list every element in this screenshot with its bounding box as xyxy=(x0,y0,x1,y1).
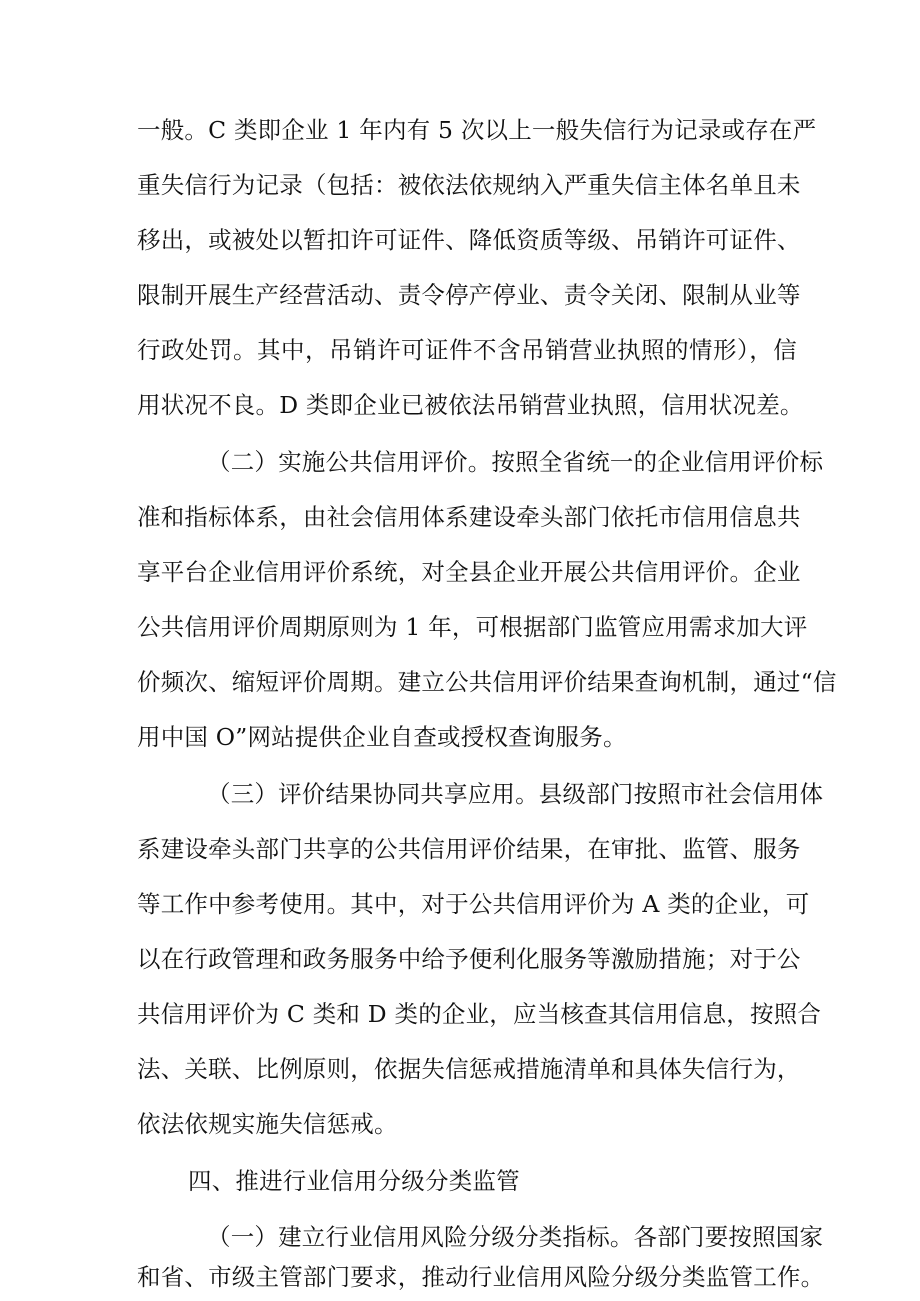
section-heading: 四、推进行业信用分级分类监管 xyxy=(188,1167,520,1195)
text-line: 移出，或被处以暂扣许可证件、降低资质等级、吊销许可证件、 xyxy=(137,226,801,254)
text-line: 和省、市级主管部门要求，推动行业信用风险分级分类监管工作。 xyxy=(137,1263,825,1291)
text-line: 一般。C 类即企业 1 年内有 5 次以上一般失信行为记录或存在严 xyxy=(137,116,817,144)
text-line: 用中国 O”网站提供企业自查或授权查询服务。 xyxy=(137,723,627,751)
paragraph-start: （三）评价结果协同共享应用。县级部门按照市社会信用体 xyxy=(207,780,824,808)
text-line: 法、关联、比例原则，依据失信惩戒措施清单和具体失信行为， xyxy=(137,1055,801,1083)
text-line: 共信用评价为 C 类和 D 类的企业，应当核查其信用信息，按照合 xyxy=(137,1000,822,1028)
text-line: 公共信用评价周期原则为 1 年，可根据部门监管应用需求加大评 xyxy=(137,613,808,641)
text-line: 价频次、缩短评价周期。建立公共信用评价结果查询机制，通过“信 xyxy=(137,668,837,696)
text-line: 重失信行为记录（包括：被依法依规纳入严重失信主体名单且未 xyxy=(137,171,801,199)
text-line: 依法依规实施失信惩戒。 xyxy=(137,1110,398,1138)
text-line: 以在行政管理和政务服务中给予便利化服务等激励措施；对于公 xyxy=(137,945,801,973)
text-line: 限制开展生产经营活动、责令停产停业、责令关闭、限制从业等 xyxy=(137,281,801,309)
text-line: 享平台企业信用评价系统，对全县企业开展公共信用评价。企业 xyxy=(137,558,801,586)
paragraph-start: （二）实施公共信用评价。按照全省统一的企业信用评价标 xyxy=(207,448,824,476)
text-line: 系建设牵头部门共享的公共信用评价结果，在审批、监管、服务 xyxy=(137,835,801,863)
paragraph-start: （一）建立行业信用风险分级分类指标。各部门要按照国家 xyxy=(207,1223,824,1251)
text-line: 行政处罚。其中，吊销许可证件不含吊销营业执照的情形），信 xyxy=(137,336,797,364)
text-line: 用状况不良。D 类即企业已被依法吊销营业执照，信用状况差。 xyxy=(137,391,804,419)
text-line: 准和指标体系，由社会信用体系建设牵头部门依托市信用信息共 xyxy=(137,503,801,531)
text-line: 等工作中参考使用。其中，对于公共信用评价为 A 类的企业，可 xyxy=(137,890,810,918)
